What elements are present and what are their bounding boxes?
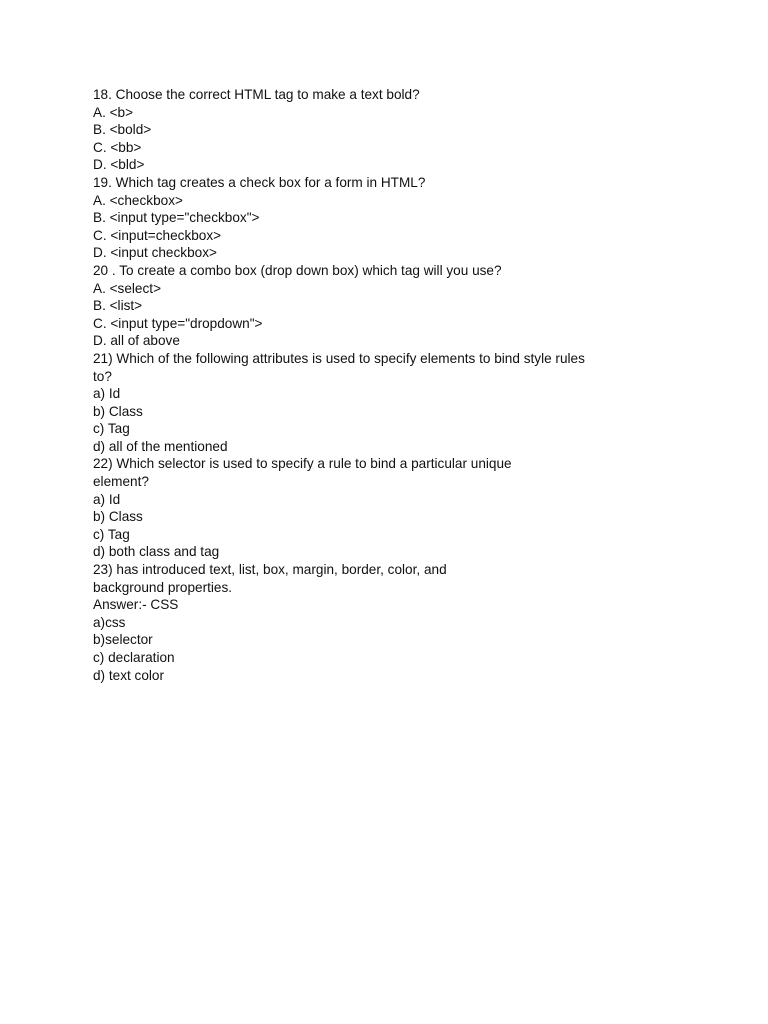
option-23-a: a)css xyxy=(93,614,126,630)
option-23-c: c) declaration xyxy=(93,650,175,665)
option-18-a: A. <b> xyxy=(93,104,134,120)
option-21-c: c) Tag xyxy=(93,421,130,437)
option-21-b: b) Class xyxy=(93,403,143,419)
question-22: 22) Which selector is used to specify a rule to bind a particular unique xyxy=(93,456,512,472)
option-20-b: B. <list> xyxy=(93,298,143,314)
option-21-a: a) Id xyxy=(93,386,121,402)
question-18: 18. Choose the correct HTML tag to make a text bold? xyxy=(93,87,420,102)
option-19-c: C. <input=checkbox> xyxy=(93,227,222,243)
option-23-b: b)selector xyxy=(93,632,153,648)
option-19-d: D. <input checkbox> xyxy=(93,245,217,261)
option-21-d: d) all of the mentioned xyxy=(93,438,228,454)
question-23: 23) has introduced text, list, box, margin, border, color, and xyxy=(93,562,447,578)
question-19: 19. Which tag creates a check box for a form in HTML? xyxy=(93,174,426,190)
option-18-b: B. <bold> xyxy=(93,122,152,138)
option-20-c: C. <input type="dropdown"> xyxy=(93,315,263,331)
option-19-a: A. <checkbox> xyxy=(93,192,183,208)
option-22-a: a) Id xyxy=(93,491,121,507)
question-21: 21) Which of the following attributes is used to specify elements to bind style rules xyxy=(93,350,585,366)
option-22-c: c) Tag xyxy=(93,526,130,542)
option-22-b: b) Class xyxy=(93,509,143,525)
question-22-continued: element? xyxy=(93,474,149,490)
option-20-a: A. <select> xyxy=(93,280,162,296)
question-20: 20 . To create a combo box (drop down box) which tag will you use? xyxy=(93,262,502,278)
option-18-d: D. <bld> xyxy=(93,157,145,173)
option-20-d: D. all of above xyxy=(93,333,180,349)
option-18-c: C. <bb> xyxy=(93,139,142,155)
question-21-continued: to? xyxy=(93,368,112,384)
option-23-d: d) text color xyxy=(93,667,165,683)
option-19-b: B. <input type="checkbox"> xyxy=(93,210,260,226)
answer-23: Answer:- CSS xyxy=(93,597,179,613)
document-body xyxy=(93,86,633,684)
option-22-d: d) both class and tag xyxy=(93,544,220,560)
question-23-continued: background properties. xyxy=(93,579,233,595)
